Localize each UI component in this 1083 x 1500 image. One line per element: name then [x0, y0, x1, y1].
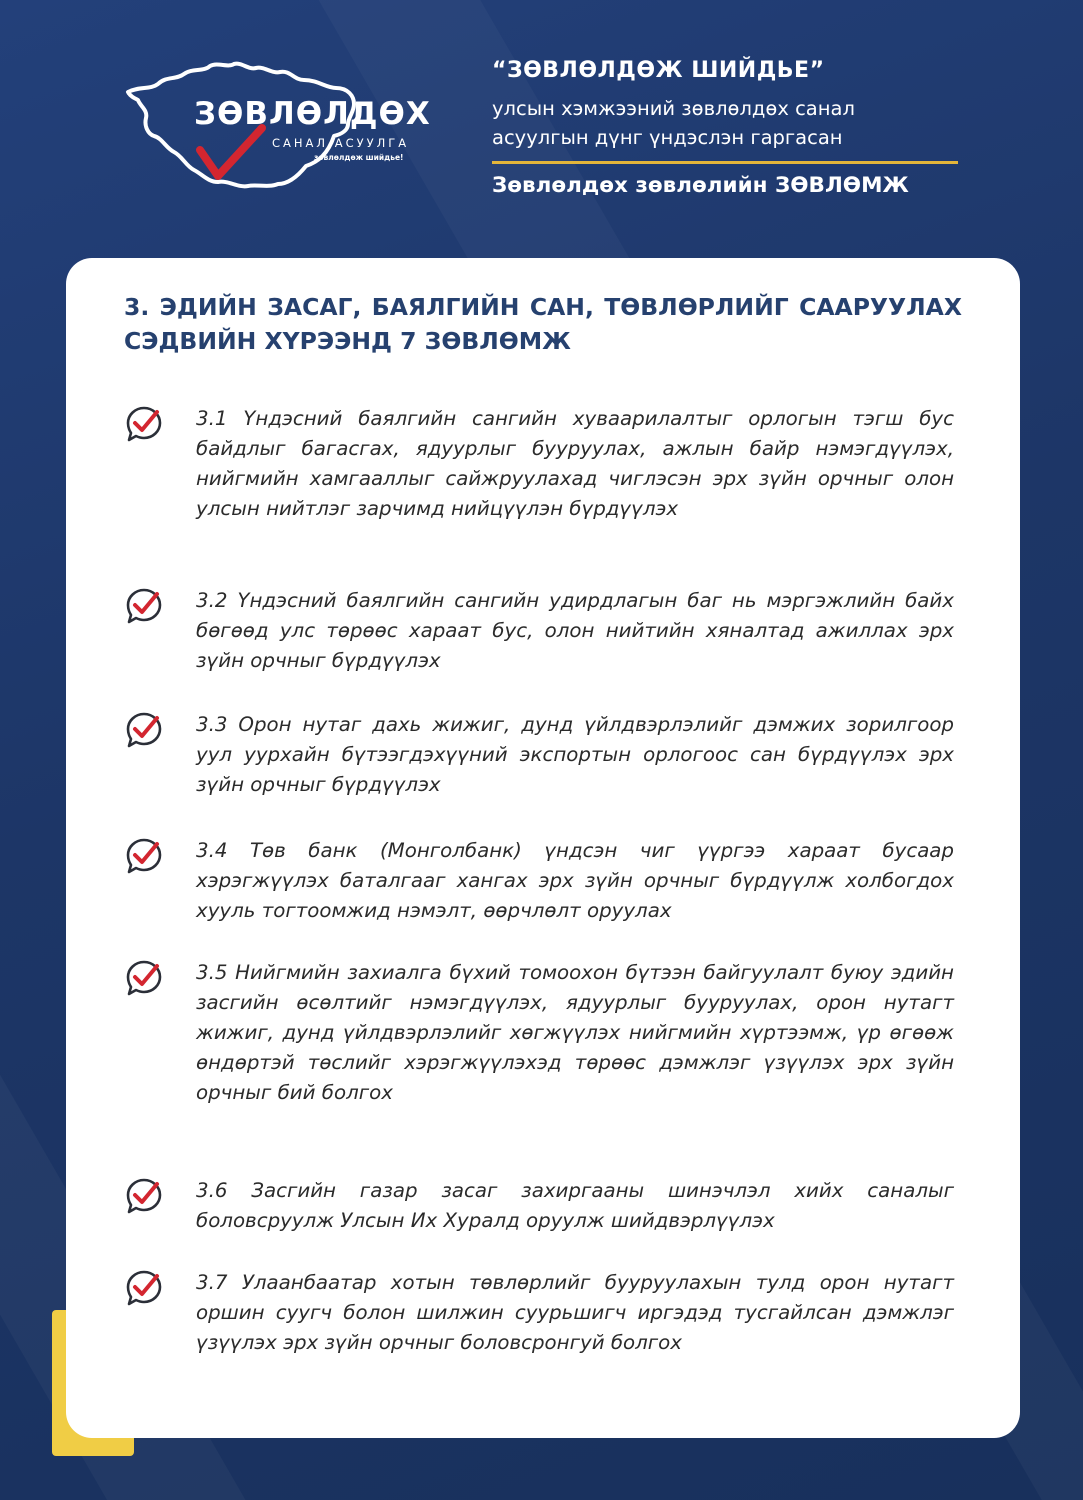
list-item-text: 3.4 Төв банк (Монголбанк) үндсэн чиг үүргээ хараат бусаар хэрэгжүүлэх баталгааг хангах эрх зүйн орчныг бүрдүүлж холбогдох хууль тогтоомжид нэмэлт, өөрчлөлт оруулах [196, 839, 954, 922]
logo-tagline: зөвлөлдөж шийдье! [314, 153, 404, 162]
header-description: улсын хэмжээний зөвлөлдөх санал асуулгын дүнг үндэслэн гаргасан [492, 97, 855, 149]
header-divider [492, 161, 958, 164]
list-item-text: 3.3 Орон нутаг дахь жижиг, дунд үйлдвэрлэлийг дэмжих зорилгоор уул уурхайн бүтээгдэхүүний экспортын орлогоос сан бүрдүүлэх эрх зүйн орчныг бүрдүүлэх [196, 713, 954, 796]
list-item-text: 3.7 Улаанбаатар хотын төвлөрлийг бууруулахын тулд орон нутагт оршин суугч болон шилжин суурьшигч иргэдэд тусгайлсан дэмжлэг үзүүлэх эрх зүйн орчныг боловсронгуй болгох [196, 1271, 954, 1354]
check-bubble-icon [124, 404, 164, 444]
logo-subtitle: САНАЛ АСУУЛГА [272, 136, 410, 150]
header-title: “ЗӨВЛӨЛДӨЖ ШИЙДЬЕ” [492, 58, 825, 83]
list-item-text: 3.2 Үндэсний баялгийн сангийн удирдлагын баг нь мэргэжлийн байх бөгөөд улс төрөөс хараат бус, олон нийтийн хяналтад ажиллах эрх зүйн орчныг бүрдүүлэх [196, 589, 954, 672]
check-bubble-icon [124, 836, 164, 876]
list-item-text: 3.1 Үндэсний баялгийн сангийн хуваарилалтыг орлогын тэгш бус байдлыг багасгах, ядуурлыг бууруулах, ажлын байр нэмэгдүүлэх, нийгмийн хамгааллыг сайжруулахад чиглэсэн эрх зүйн орчныг олон улсын нийтлэг зарчимд нийцүүлэн бүрдүүлэх [196, 407, 954, 520]
check-bubble-icon [124, 958, 164, 998]
logo [122, 58, 431, 198]
check-bubble-icon [124, 710, 164, 750]
check-bubble-icon [124, 1176, 164, 1216]
header [492, 58, 962, 198]
list-item-text: 3.6 Засгийн газар засаг захиргааны шинэчлэл хийх саналыг боловсруулж Улсын Их Хуралд оруулж шийдвэрлүүлэх [196, 1179, 954, 1232]
header-subtitle: Зөвлөлдөх зөвлөлийн ЗӨВЛӨМЖ [492, 173, 909, 198]
list-item-text: 3.5 Нийгмийн захиалга бүхий томоохон бүтээн байгуулалт буюу эдийн засгийн өсөлтийг нэмэгдүүлэх, ядуурлыг бууруулах, орон нутагт жижиг, дунд үйлдвэрлэлийг хөгжүүлэх нийгмийн хүртээмж, үр өгөөж өндөртэй төслийг хэрэгжүүлэхэд төрөөс дэмжлэг үзүүлэх эрх зүйн орчныг бий болгох [196, 961, 954, 1104]
check-bubble-icon [124, 1268, 164, 1308]
section-title: 3. ЭДИЙН ЗАСАГ, БАЯЛГИЙН САН, ТӨВЛӨРЛИЙГ СААРУУЛАХ СЭДВИЙН ХҮРЭЭНД 7 ЗӨВЛӨМЖ [124, 293, 962, 355]
logo-wordmark: ЗӨВЛӨЛДӨХ [194, 96, 431, 132]
content-card [66, 258, 1020, 1438]
check-bubble-icon [124, 586, 164, 626]
